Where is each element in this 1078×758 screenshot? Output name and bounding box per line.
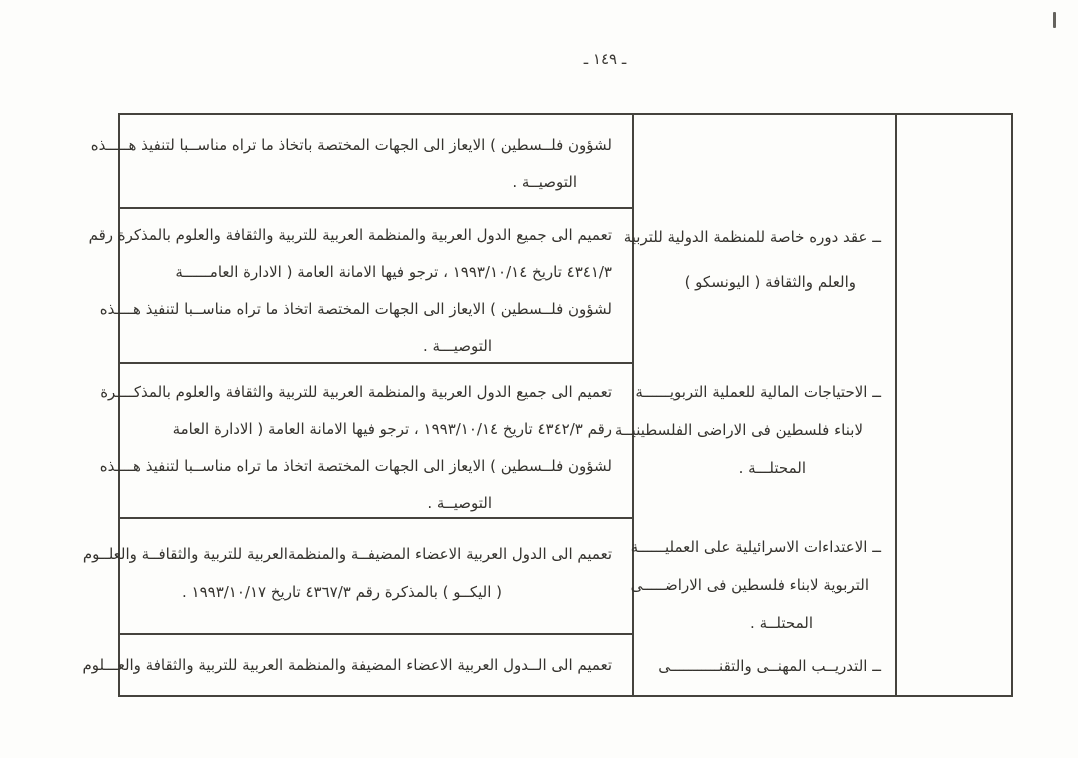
topic-financial-needs-education bbox=[614, 373, 895, 487]
document-table bbox=[82, 113, 1013, 697]
text-line: ــ التدريــب المهنــى والتقنـــــــــــى bbox=[658, 657, 881, 675]
text-line: تعميم الى الــدول العربية الاعضاء المضيفة والمنظمة العربية للتربية والثقافة والعـــلوم bbox=[82, 656, 612, 674]
page-number: ـ ١٤٩ ـ bbox=[583, 50, 627, 68]
text-line: التوصيـــة . bbox=[422, 337, 492, 355]
topic-israeli-attacks-education bbox=[632, 528, 895, 642]
text-line: والعلم والثقافة ( اليونسكو ) bbox=[684, 273, 856, 291]
text-line: ( اليكــو ) بالمذكرة رقم ٤٣٦٧/٣ تاريخ ١٩٩٣/١٠/١٧ . bbox=[181, 583, 502, 601]
text-line: تعميم الى جميع الدول العربية والمنظمة العربية للتربية والثقافة والعلوم بالمذكــــرة bbox=[100, 383, 612, 401]
text-line: المحتلــة . bbox=[750, 614, 813, 632]
topic-vocational-technical-training bbox=[632, 647, 895, 685]
memo-3-4367-cell bbox=[82, 519, 632, 633]
text-line: ــ الاعتداءات الاسرائيلية على العمليــــــة bbox=[630, 538, 881, 556]
text-line: لشؤون فلــسطين ) الايعاز الى الجهات المختصة اتخاذ ما تراه مناســبا لتنفيذ هــــذه bbox=[99, 457, 612, 475]
memo-3-4342-cell bbox=[99, 364, 632, 517]
continuation-text-cell bbox=[90, 115, 632, 207]
text-line: لشؤون فلــسطين ) الايعاز الى الجهات المختصة باتخاذ ما تراه مناســبا لتنفيذ هـــــذه bbox=[90, 136, 612, 154]
memo-3-4341-cell bbox=[88, 209, 632, 362]
text-line: ــ الاحتياجات المالية للعملية التربويــــــة bbox=[635, 383, 881, 401]
text-line: التوصيــة . bbox=[512, 173, 577, 191]
text-line: التربوية لابناء فلسطين فى الاراضـــــى bbox=[630, 576, 869, 594]
text-line: تعميم الى الدول العربية الاعضاء المضيفــة والمنظمةالعربية للتربية والثقافــة والعلــوم bbox=[82, 545, 612, 563]
text-line: ــ عقد دوره خاصة للمنظمة الدولية للتربية bbox=[623, 228, 881, 246]
text-line: المحتلـــة . bbox=[738, 459, 806, 477]
circulation-continuation-cell bbox=[82, 635, 632, 695]
scan-artifact-mark bbox=[1053, 12, 1056, 28]
text-line: تعميم الى جميع الدول العربية والمنظمة العربية للتربية والثقافة والعلوم بالمذكرة رقم bbox=[88, 226, 612, 244]
column-divider-right bbox=[895, 115, 897, 695]
text-line: التوصيــة . bbox=[427, 494, 492, 512]
text-line: لشؤون فلــسطين ) الايعاز الى الجهات المختصة اتخاذ ما تراه مناســبا لتنفيذ هــــذه bbox=[99, 300, 612, 318]
text-line: رقم ٤٣٤٢/٣ تاريخ ١٩٩٣/١٠/١٤ ، ترجو فيها الامانة العامة ( الادارة العامة bbox=[172, 420, 612, 438]
text-line: لابناء فلسطين فى الاراضى الفلسطينيــة bbox=[614, 421, 863, 439]
text-line: ٤٣٤١/٣ تاريخ ١٩٩٣/١٠/١٤ ، ترجو فيها الامانة العامة ( الادارة العامــــــة bbox=[175, 263, 612, 281]
topic-unesco-special-session bbox=[623, 215, 895, 305]
